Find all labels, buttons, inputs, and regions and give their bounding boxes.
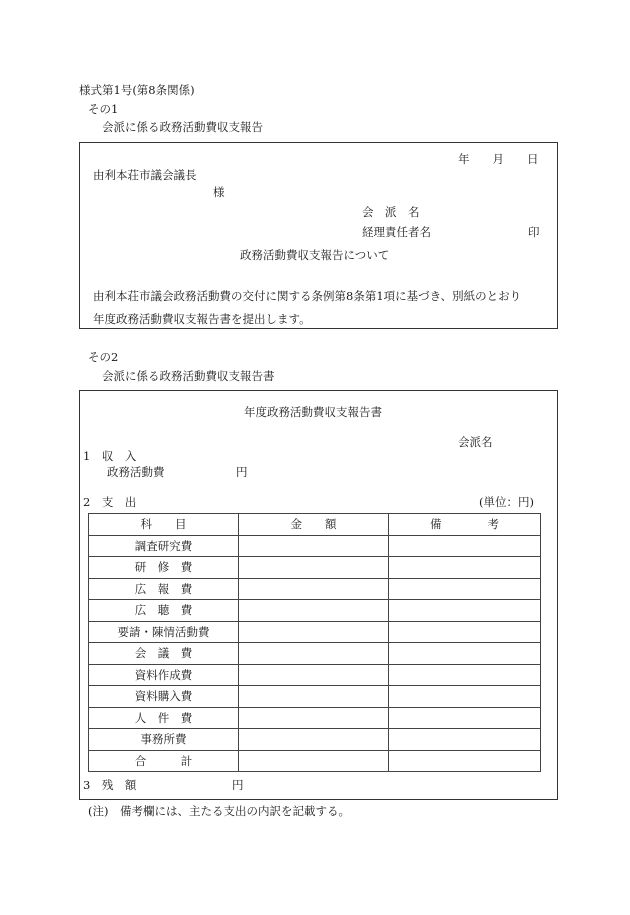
body-line-2: 年度政務活動費収支報告書を提出します。 xyxy=(93,312,311,326)
table-row xyxy=(89,535,541,557)
form-number: 様式第1号(第8条関係) xyxy=(79,83,195,97)
unit-label: (単位：円) xyxy=(479,495,534,509)
table-row xyxy=(89,578,541,600)
table-row xyxy=(89,643,541,665)
row-category: 事務所費 xyxy=(89,729,239,751)
report-faction-label: 会派名 xyxy=(458,435,493,449)
table-row xyxy=(89,686,541,708)
table-row xyxy=(89,600,541,622)
row-category: 調査研究費 xyxy=(89,535,239,557)
subject-line: 政務活動費収支報告について xyxy=(240,248,390,262)
body-line-1: 由利本荘市議会政務活動費の交付に関する条例第8条第1項に基づき、別紙のとおり xyxy=(93,289,522,303)
faction-name-label: 会 派 名 xyxy=(362,205,420,219)
table-row xyxy=(89,707,541,729)
row-category: 資料作成費 xyxy=(89,664,239,686)
date-line: 年 月 日 xyxy=(458,152,539,166)
part1-title: 会派に係る政務活動費収支報告 xyxy=(102,120,263,134)
treasurer-label: 経理責任者名 xyxy=(362,225,431,239)
remarks-cell[interactable] xyxy=(389,600,541,622)
row-category: 会 議 費 xyxy=(89,643,239,665)
amount-cell[interactable] xyxy=(239,686,389,708)
table-header-row xyxy=(89,514,541,536)
table-row xyxy=(89,664,541,686)
part2-title: 会派に係る政務活動費収支報告書 xyxy=(102,369,275,383)
remarks-cell[interactable] xyxy=(389,621,541,643)
income-item: 政務活動費 xyxy=(107,465,165,479)
remarks-cell[interactable] xyxy=(389,643,541,665)
amount-cell[interactable] xyxy=(239,600,389,622)
amount-cell[interactable] xyxy=(239,664,389,686)
row-category: 広 聴 費 xyxy=(89,600,239,622)
amount-cell[interactable] xyxy=(239,621,389,643)
seal-mark: 印 xyxy=(528,225,540,239)
amount-cell[interactable] xyxy=(239,557,389,579)
row-category: 要請・陳情活動費 xyxy=(89,621,239,643)
amount-cell[interactable] xyxy=(239,707,389,729)
row-category: 人 件 費 xyxy=(89,707,239,729)
remarks-cell[interactable] xyxy=(389,535,541,557)
amount-cell[interactable] xyxy=(239,750,389,772)
income-yen: 円 xyxy=(236,465,248,479)
remarks-cell[interactable] xyxy=(389,707,541,729)
row-category: 広 報 費 xyxy=(89,578,239,600)
amount-cell[interactable] xyxy=(239,643,389,665)
amount-cell[interactable] xyxy=(239,578,389,600)
table-row xyxy=(89,621,541,643)
remarks-cell[interactable] xyxy=(389,557,541,579)
header-amount: 金 額 xyxy=(239,514,389,536)
header-category: 科 目 xyxy=(89,514,239,536)
amount-cell[interactable] xyxy=(239,729,389,751)
income-heading: 1 収 入 xyxy=(83,449,137,463)
table-row xyxy=(89,557,541,579)
honorific: 様 xyxy=(213,185,225,199)
expense-table xyxy=(88,513,541,772)
row-category: 研 修 費 xyxy=(89,557,239,579)
row-category: 資料購入費 xyxy=(89,686,239,708)
balance-heading: 3 残 額 xyxy=(83,778,137,792)
total-row xyxy=(89,750,541,772)
amount-cell[interactable] xyxy=(239,535,389,557)
header-remarks: 備 考 xyxy=(389,514,541,536)
addressee: 由利本荘市議会議長 xyxy=(93,168,197,182)
remarks-cell[interactable] xyxy=(389,664,541,686)
row-total-label: 合 計 xyxy=(89,750,239,772)
footnote: (注) 備考欄には、主たる支出の内訳を記載する。 xyxy=(88,804,350,818)
expense-heading: 2 支 出 xyxy=(83,495,137,509)
balance-yen: 円 xyxy=(232,778,244,792)
remarks-cell[interactable] xyxy=(389,729,541,751)
report-title: 年度政務活動費収支報告書 xyxy=(244,405,382,419)
remarks-cell[interactable] xyxy=(389,686,541,708)
part1-label: その1 xyxy=(88,102,119,116)
remarks-cell[interactable] xyxy=(389,750,541,772)
part2-label: その2 xyxy=(88,350,119,364)
remarks-cell[interactable] xyxy=(389,578,541,600)
table-row xyxy=(89,729,541,751)
